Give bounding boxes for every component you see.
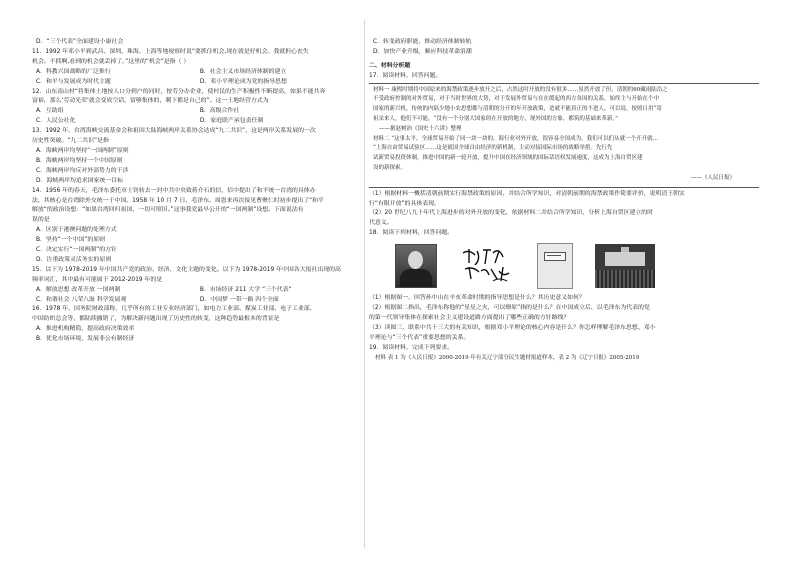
subquestion-17-2: 代意义。 bbox=[369, 220, 393, 227]
question-stem-line: 11．1992 年邓小平到武昌、深圳、珠海、上海等地视察时说“要抓住机会,现在就是好机会。我就担心丧失 bbox=[32, 48, 309, 55]
option-a: A．区别于港澳问题的处理方式 bbox=[36, 227, 117, 234]
material-2-line: 设的新探索。 bbox=[373, 165, 407, 171]
question-stem-line: 13．1992 年，台湾海峡交流基金会和祖国大陆海峡两岸关系协会达成“九二共识”，这是两岸关系发展的一次 bbox=[32, 128, 316, 135]
subquestion-18-3: （3）读图三，联系中共十三大的有关知识，根据邓小平理论的核心内容是什么？你怎样理解毛泽东思想、邓小 bbox=[369, 324, 656, 331]
question-stem-line: 频率词汇，其中最有可能属于 2012-2019 年的是 bbox=[32, 276, 163, 283]
material-19-line: 材料 表 1 为《人民日报》2000-2019 年有关辽宁部分民生题材报道样本，表 2 为《辽宁日报》2005-2019 bbox=[375, 354, 640, 361]
option-d: D．海峡两岸均追求国家统一目标 bbox=[36, 177, 124, 184]
material-box-17 bbox=[369, 83, 759, 188]
material-2-source: ——《人民日报》 bbox=[690, 174, 735, 181]
option-a: A．推进机构精简，提高政府决策效率 bbox=[36, 326, 135, 333]
subquestion-18-2: （2）根据图二指出，毛泽东称他的“星星之火，可以燎原”指的是什么？在中国成立后，以毛泽东为代表的党 bbox=[369, 305, 650, 312]
option-a: A．海峡两岸均坚持“一国两制”原则 bbox=[36, 147, 129, 154]
material-2-line: 材料二 “这事太平，全球贸易开始了同一块一块的，海行业对外开放，很容易全国成为，我们可以们从就一个开开就… bbox=[373, 135, 659, 142]
subquestion-17-2: （2）20 世纪八九十年代上海进步的对外开放的变化，依据材料二并结合所学知识，分析上海自贸区建立的时 bbox=[369, 210, 654, 217]
book-cover-image bbox=[537, 243, 573, 289]
material-2-line: “上海自由贸易试验区……这是就国全球自由经济的新机制，主动对接国际市场的战略举措。先行先 bbox=[373, 145, 613, 152]
subquestion-18-1: （1）根据图一，回答孙中山在辛亥革命时期的指导思想是什么？其历史意义如何？ bbox=[369, 295, 585, 302]
option-b: B．海峡两岸均坚持一个中国原则 bbox=[36, 157, 123, 164]
question-stem-line: 中国纺织总会等，都陆续撤销了，为解决新问题出现了历史性的转变，这种趋势最根本的背景是 bbox=[32, 316, 280, 323]
option-c: C．和谐社会 八荣八耻 科学发展观 bbox=[36, 296, 127, 303]
portrait-photo bbox=[395, 244, 437, 288]
question-16 bbox=[32, 305, 365, 345]
option-b: B．市场经济 211 大学 “三个代表” bbox=[199, 286, 292, 293]
question-stem-line: 法，其核心是台湾除外交统一于中国。1958 年 10 月 7 日，毛泽东、周恩来再次接见曹聚仁时初步提出了“和平 bbox=[32, 197, 324, 204]
option-d: D．中国梦 一带一路 四个全面 bbox=[199, 296, 279, 303]
material-1-line: 材料一 康熙时期将中国原来的海禁政策逐步放开之后，占然这时开放的没有很多……虽然开放了但，清朝的60藏雨陆沿之 bbox=[373, 86, 668, 93]
question-11 bbox=[32, 48, 365, 88]
subquestion-17-1: （1）根据材料一概括清朝前期实行海禁政策的原因，并结合所学知识，对清朝前期的海禁政策作简要评价，说明清王朝实 bbox=[369, 190, 685, 197]
question-stem-line: 15．以下为 1978-2019 年中国共产党的政治、经济、文化主题的变化。以下为 1978-2019 年中国各大报社出现的高 bbox=[32, 266, 341, 273]
question-17-title: 17．阅读材料，回答问题。 bbox=[369, 72, 442, 79]
q16-option-c: C．转变政府职能，推动经济体制转轨 bbox=[373, 39, 472, 45]
material-1-source: ——据赵树治《国史十六讲》整理 bbox=[379, 125, 462, 132]
option-b: B．优化市场环境，发展非公有制经济 bbox=[36, 336, 135, 343]
option-d: D．家庭联产承包责任制 bbox=[199, 118, 264, 125]
question-stem-line: 误的是 bbox=[32, 217, 50, 224]
section-heading: 二、材料分析题 bbox=[369, 62, 411, 69]
question-18-title: 18．阅读下列材料，回答问题。 bbox=[369, 230, 454, 237]
option-a: A．科教兴国战略的广泛推行 bbox=[36, 68, 111, 75]
material-1-line: 国家的新兴机，传统的内陆少地小农思想都与清朝的分开的年开放政策，造就不能真正的不进人，可以说，按照日用“寄 bbox=[373, 106, 662, 113]
question-stem-line: 富裕，那么‘劳动光荣’就会变成空话，留够集体的，剩下都是自己的”。这一土地经营方式为 bbox=[32, 98, 269, 105]
question-stem-line: 机会。不抓啊,看到的机会就丢掉了。”这里的“机会”是指（ ） bbox=[32, 58, 190, 65]
option-b: B．坚持“一个中国”的原则 bbox=[36, 237, 106, 244]
image-row bbox=[369, 241, 759, 291]
option-c: C．和平与发展成为时代主题 bbox=[36, 78, 111, 85]
question-stem-line: 12．山东南山村“将集体土地按人口分到户的同时，按劳分办企业，使村民的生产积极性不断提高，如果不能共奔 bbox=[32, 88, 326, 95]
option-b: B．社会主义市场经济体制的建立 bbox=[199, 68, 287, 75]
subquestion-18-3: 平理论与“三个代表”重要思想的关系。 bbox=[369, 334, 470, 341]
option-b: B．高级合作社 bbox=[199, 108, 240, 115]
left-column bbox=[32, 38, 365, 345]
question-stem-line: 历史性突破。“九二共识”是指 bbox=[32, 138, 109, 145]
option-c: C．决定实行“一国两制”的方针 bbox=[36, 247, 117, 254]
option-c: C．人民公社化 bbox=[36, 118, 76, 125]
question-stem-line: 解放”的政治设想：“如果台湾回归祖国，一切可照旧。”这事我党最早公开的“一国两制”设想。下面说法有 bbox=[32, 207, 304, 214]
question-12 bbox=[32, 88, 365, 128]
material-2-line: 试新贸易投资体制，推进中国的新一轮开放，提升中国在经济领域的国际话语权发展速度，这成为上海自贸区建 bbox=[373, 155, 643, 162]
option-d: D．邓小平理论成为党的指导思想 bbox=[199, 78, 287, 85]
right-column bbox=[369, 38, 759, 363]
option-a: A．解放思想 改革开放 一国两制 bbox=[36, 286, 121, 293]
calligraphy-image bbox=[459, 245, 515, 287]
q10-option-d: D．“三个代表”全面建设小康社会 bbox=[36, 39, 124, 45]
question-stem-line: 14．1956 年的春天，毛泽东委托章士钊转去一封中共中央致蒋介石的信，信中提出了和平统一台湾的具体办 bbox=[32, 187, 316, 194]
material-1-line: 不受政府控制的对外贸易，对于当时世界的大势，对于发展外贸易与在在缓起的西方各国的关系，始终主与开始在个中 bbox=[373, 96, 660, 103]
q16-option-d: D．加快产业升级，顺应科技革命浪潮 bbox=[373, 48, 472, 55]
option-a: A．互助组 bbox=[36, 108, 64, 115]
question-stem-line: 16．1978 年，国务院财政部称，几乎所有的工业专业经济部门，如电力工业部、煤炭工业部、电子工业部、 bbox=[32, 306, 316, 313]
option-d: D．注重政策灵活务实的原则 bbox=[36, 256, 112, 263]
material-1-line: 祖采来人，他们不可能，“没有一个分别大国家的在开放的地方，现外国的方象，都筑的基础来革新。” bbox=[373, 116, 618, 123]
question-15 bbox=[32, 266, 365, 306]
option-c: C．海峡两岸均反对外部势力的干涉 bbox=[36, 167, 129, 174]
question-19-title: 19．阅读材料，完成下列要求。 bbox=[369, 344, 454, 351]
subquestion-17-1: 行“有限开放”的具体表现。 bbox=[369, 200, 440, 207]
subquestion-18-2: 的第一代领导集体在探索社会主义建设道路方面提出了哪些正确的方针路线？ bbox=[369, 314, 570, 321]
question-13 bbox=[32, 127, 365, 186]
question-14 bbox=[32, 187, 365, 266]
assembly-hall-photo bbox=[595, 244, 655, 288]
